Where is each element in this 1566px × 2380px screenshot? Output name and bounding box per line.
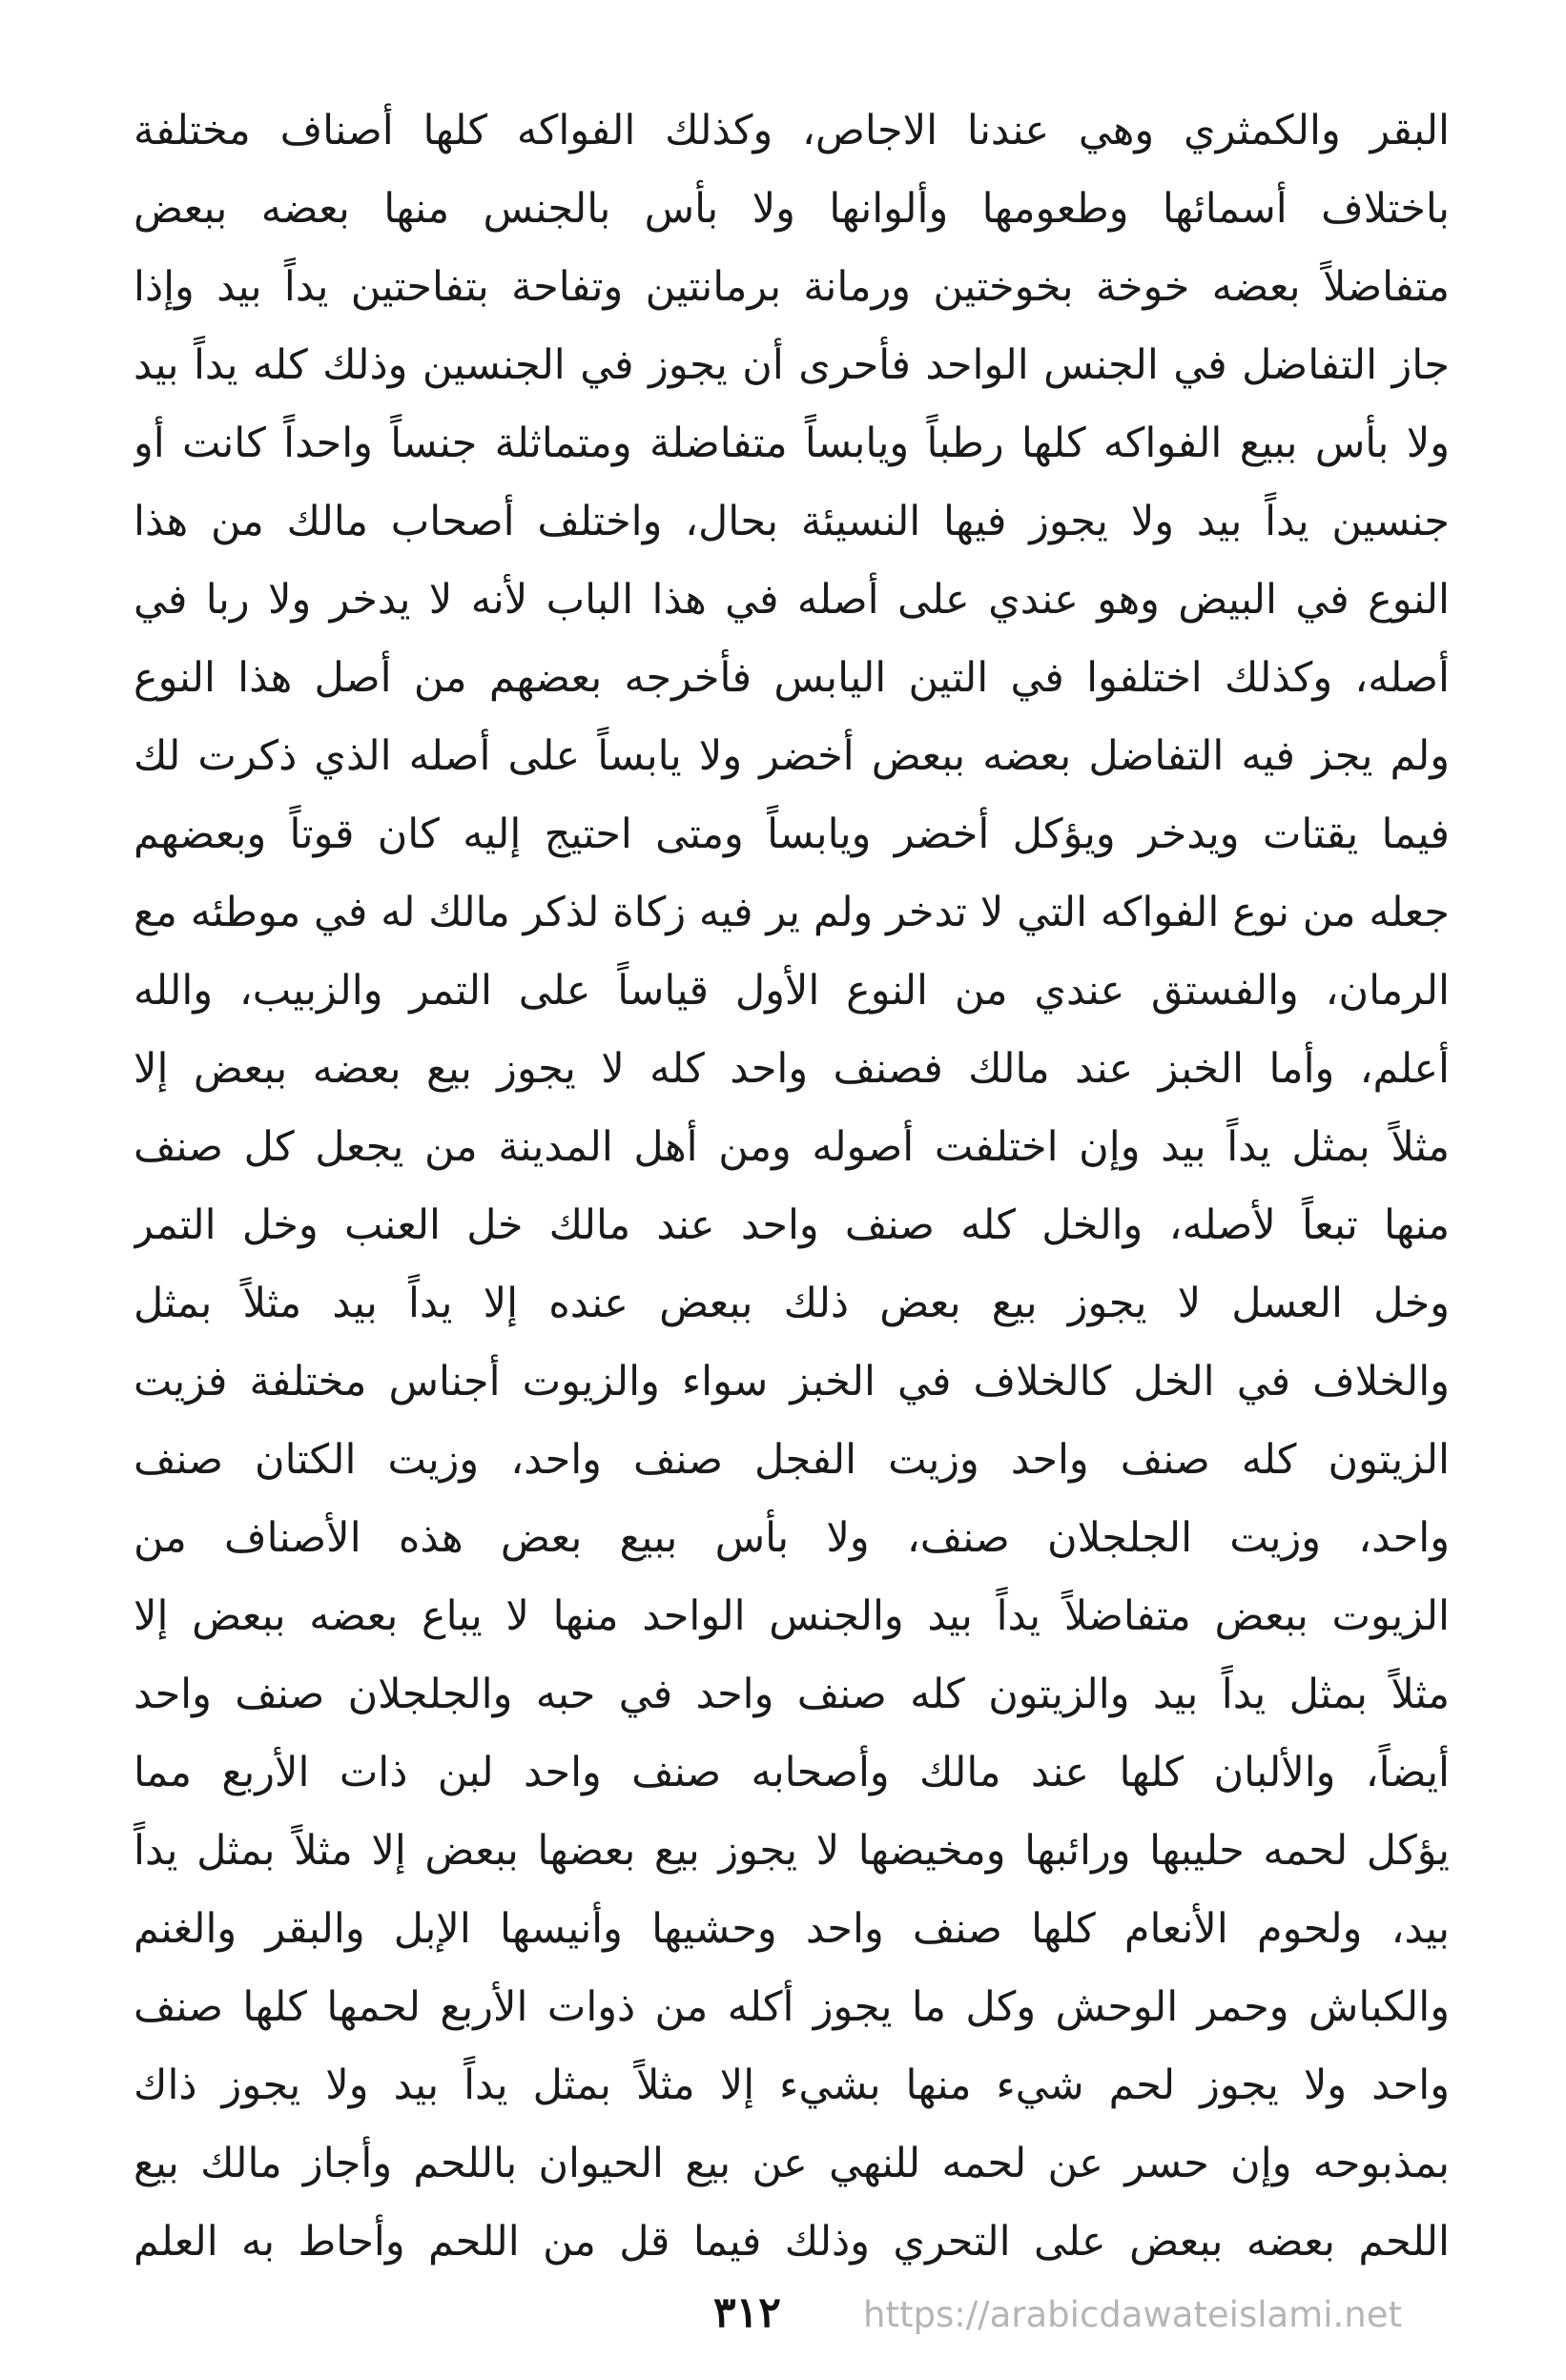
text-line: اللحم بعضه ببعض على التحري وذلك فيما قل من اللحم وأحاط به العلم	[134, 2218, 1450, 2266]
text-line: ولم يجز فيه التفاضل بعضه ببعض أخضر ولا يابساً على أصله الذي ذكرت لك	[134, 732, 1450, 780]
text-line: مثلاً بمثل يداً بيد وإن اختلفت أصوله ومن أهل المدينة من يجعل كل صنف	[134, 1123, 1450, 1171]
text-line: البقر والكمثري وهي عندنا الاجاص، وكذلك الفواكه كلها أصناف مختلفة	[134, 107, 1450, 154]
text-line: جاز التفاضل في الجنس الواحد فأحرى أن يجوز في الجنسين وذلك كله يداً بيد	[134, 341, 1450, 389]
text-line: ولا بأس ببيع الفواكه كلها رطباً ويابساً متفاضلة ومتماثلة جنساً واحداً كانت أو	[134, 420, 1450, 467]
text-line: وخل العسل لا يجوز بيع بعض ذلك ببعض عنده إلا يداً بيد مثلاً بمثل	[134, 1280, 1450, 1327]
text-line: فيما يقتات ويدخر ويؤكل أخضر ويابساً ومتى احتيج إليه كان قوتاً وبعضهم	[134, 810, 1450, 858]
text-line: أيضاً، والألبان كلها عند مالك وأصحابه صنف واحد لبن ذات الأربع مما	[134, 1749, 1450, 1796]
text-line: أعلم، وأما الخبز عند مالك فصنف واحد كله لا يجوز بيع بعضه ببعض إلا	[134, 1045, 1450, 1093]
text-line: واحد، وزيت الجلجلان صنف، ولا بأس ببيع بعض هذه الأصناف من	[134, 1514, 1450, 1562]
text-line: الزيوت ببعض متفاضلاً يداً بيد والجنس الواحد منها لا يباع بعضه ببعض إلا	[134, 1592, 1450, 1640]
text-line: والخلاف في الخل كالخلاف في الخبز سواء والزيوت أجناس مختلفة فزيت	[134, 1358, 1450, 1405]
text-line: النوع في البيض وهو عندي على أصله في هذا الباب لأنه لا يدخر ولا ربا في	[134, 576, 1450, 624]
text-line: واحد ولا يجوز لحم شيء منها بشيء إلا مثلاً بمثل يداً بيد ولا يجوز ذاك	[134, 2062, 1450, 2109]
text-line: باختلاف أسمائها وطعومها وألوانها ولا بأس بالجنس منها بعضه ببعض	[134, 185, 1450, 233]
text-line: والكباش وحمر الوحش وكل ما يجوز أكله من ذوات الأربع لحمها كلها صنف	[134, 1983, 1450, 2031]
text-line: يؤكل لحمه حليبها ورائبها ومخيضها لا يجوز بيع بعضها ببعض إلا مثلاً بمثل يداً	[134, 1827, 1450, 1875]
text-line: منها تبعاً لأصله، والخل كله صنف واحد عند مالك خل العنب وخل التمر	[134, 1201, 1450, 1249]
text-line: متفاضلاً بعضه خوخة بخوختين ورمانة برمانتين وتفاحة بتفاحتين يداً بيد وإذا	[134, 263, 1450, 311]
text-line: بيد، ولحوم الأنعام كلها صنف واحد وحشيها وأنيسها الإبل والبقر والغنم	[134, 1905, 1450, 1953]
text-line: أصله، وكذلك اختلفوا في التين اليابس فأخرجه بعضهم من أصل هذا النوع	[134, 654, 1450, 702]
text-line: جعله من نوع الفواكه التي لا تدخر ولم ير فيه زكاة لذكر مالك له في موطئه مع	[134, 889, 1450, 936]
body-text	[134, 92, 1450, 2281]
page-number: ٣١٢	[713, 2288, 781, 2337]
text-line: جنسين يداً بيد ولا يجوز فيها النسيئة بحال، واختلف أصحاب مالك من هذا	[134, 498, 1450, 545]
page-footer	[0, 2288, 1566, 2346]
text-line: الزيتون كله صنف واحد وزيت الفجل صنف واحد، وزيت الكتان صنف	[134, 1436, 1450, 1484]
text-line: الرمان، والفستق عندي من النوع الأول قياساً على التمر والزبيب، والله	[134, 967, 1450, 1015]
text-line: بمذبوحه وإن حسر عن لحمه للنهي عن بيع الحيوان باللحم وأجاز مالك بيع	[134, 2140, 1450, 2187]
watermark-url[interactable]: https://arabicdawateislami.net	[863, 2294, 1402, 2335]
text-line: مثلاً بمثل يداً بيد والزيتون كله صنف واحد في حبه والجلجلان صنف واحد	[134, 1671, 1450, 1718]
